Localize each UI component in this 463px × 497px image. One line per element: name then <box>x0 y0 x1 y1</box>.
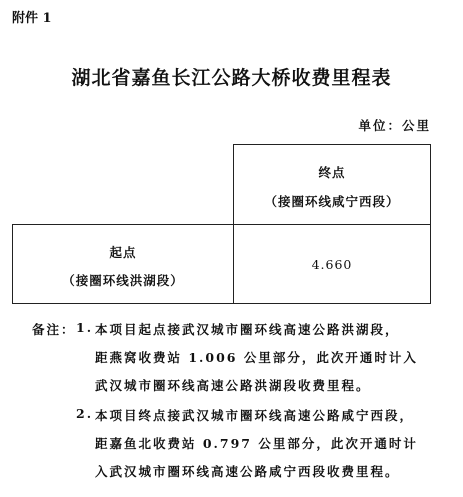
notes-prefix: 备注： <box>32 322 76 337</box>
table-border-top <box>233 144 431 145</box>
distance-value: 4.660 <box>311 257 353 272</box>
note-line: 本项目终点接武汉城市圈环线高速公路咸宁西段， <box>95 408 415 423</box>
note-line: 入武汉城市圈环线高速公路咸宁西段收费里程。 <box>95 464 400 479</box>
table-border-right <box>430 144 431 304</box>
note-number: 1. <box>76 320 94 335</box>
note-line: 距嘉鱼北收费站 0.797 公里部分，此次开通时计 <box>95 436 418 451</box>
note-line: 距燕窝收费站 1.006 公里部分，此次开通时计入 <box>95 350 418 365</box>
note-number: 2. <box>76 406 94 421</box>
note-line: 武汉城市圈环线高速公路洪湖段收费里程。 <box>95 378 371 393</box>
start-point-label: 起点 <box>109 245 137 260</box>
note-line: 本项目起点接武汉城市圈环线高速公路洪湖段， <box>95 322 400 337</box>
table-border-left <box>12 224 13 304</box>
page-title: 湖北省嘉鱼长江公路大桥收费里程表 <box>71 67 392 89</box>
table-border-middle <box>12 224 431 225</box>
attachment-label: 附件 1 <box>12 11 52 26</box>
end-point-label: 终点 <box>318 165 346 180</box>
start-point-detail: （接圈环线洪湖段） <box>62 273 184 288</box>
unit-label: 单位：公里 <box>358 118 431 133</box>
end-point-detail: （接圈环线咸宁西段） <box>264 194 400 209</box>
table-border-bottom <box>12 303 431 304</box>
